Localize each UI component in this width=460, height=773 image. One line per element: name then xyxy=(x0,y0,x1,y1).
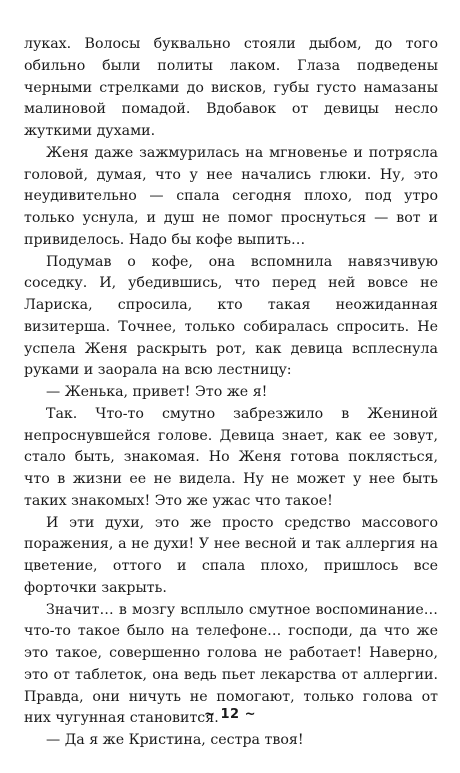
page-text xyxy=(24,34,438,752)
paragraph: Женя даже зажмурилась на мгновенье и потрясла головой, думая, что у нее начались глюки. Ну, это неудивительно — спала сегодня плохо, под утро только уснула, и душ не помог проснуться — вот и привиделось. Надо бы кофе выпить… xyxy=(24,144,438,248)
paragraph: Подумав о кофе, она вспомнила навязчивую соседку. И, убедившись, что перед ней вовсе не Лариска, спросила, кто такая неожиданная визитерша. Точнее, только собиралась спросить. Не успела Женя раскрыть рот, как девица всплеснула руками и заорала на всю лестницу: xyxy=(24,253,438,379)
paragraph-continued: лукaх. Волосы буквально стояли дыбом, до того обильно были политы лаком. Глаза подведены черными стрелками до висков, губы густо намазаны малиновой помадой. Вдобавок от девицы несло жуткими духами. xyxy=(24,36,438,139)
dialogue-line: — Да я же Кристина, сестра твоя! xyxy=(46,732,304,748)
paragraph: Так. Что-то смутно забрезжило в Жениной непроснувшейся голове. Девица знает, как ее зовут, стало быть, знакомая. Но Женя готова поклясться, что в жизни ее не видела. Ну не может у нее быть таких знакомых! Это же ужас что такое! xyxy=(24,405,438,509)
paragraph: Значит… в мозгу всплыло смутное воспоминание… что-то такое было на телефоне… господи, да что же это такое, совершенно голова не работает! Наверно, это от таблеток, она ведь пьет лекарства от аллергии. Правда, они ничуть не помогают, только голова от них чугунная становится. xyxy=(24,601,438,727)
dialogue-line: — Женька, привет! Это же я! xyxy=(46,384,268,400)
page-number: ~ 12 ~ xyxy=(204,707,256,722)
paragraph: И эти духи, это же просто средство массового поражения, а не духи! У нее весной и так аллергия на цветение, оттого и спала плохо, пришлось все форточки закрыть. xyxy=(24,514,438,596)
